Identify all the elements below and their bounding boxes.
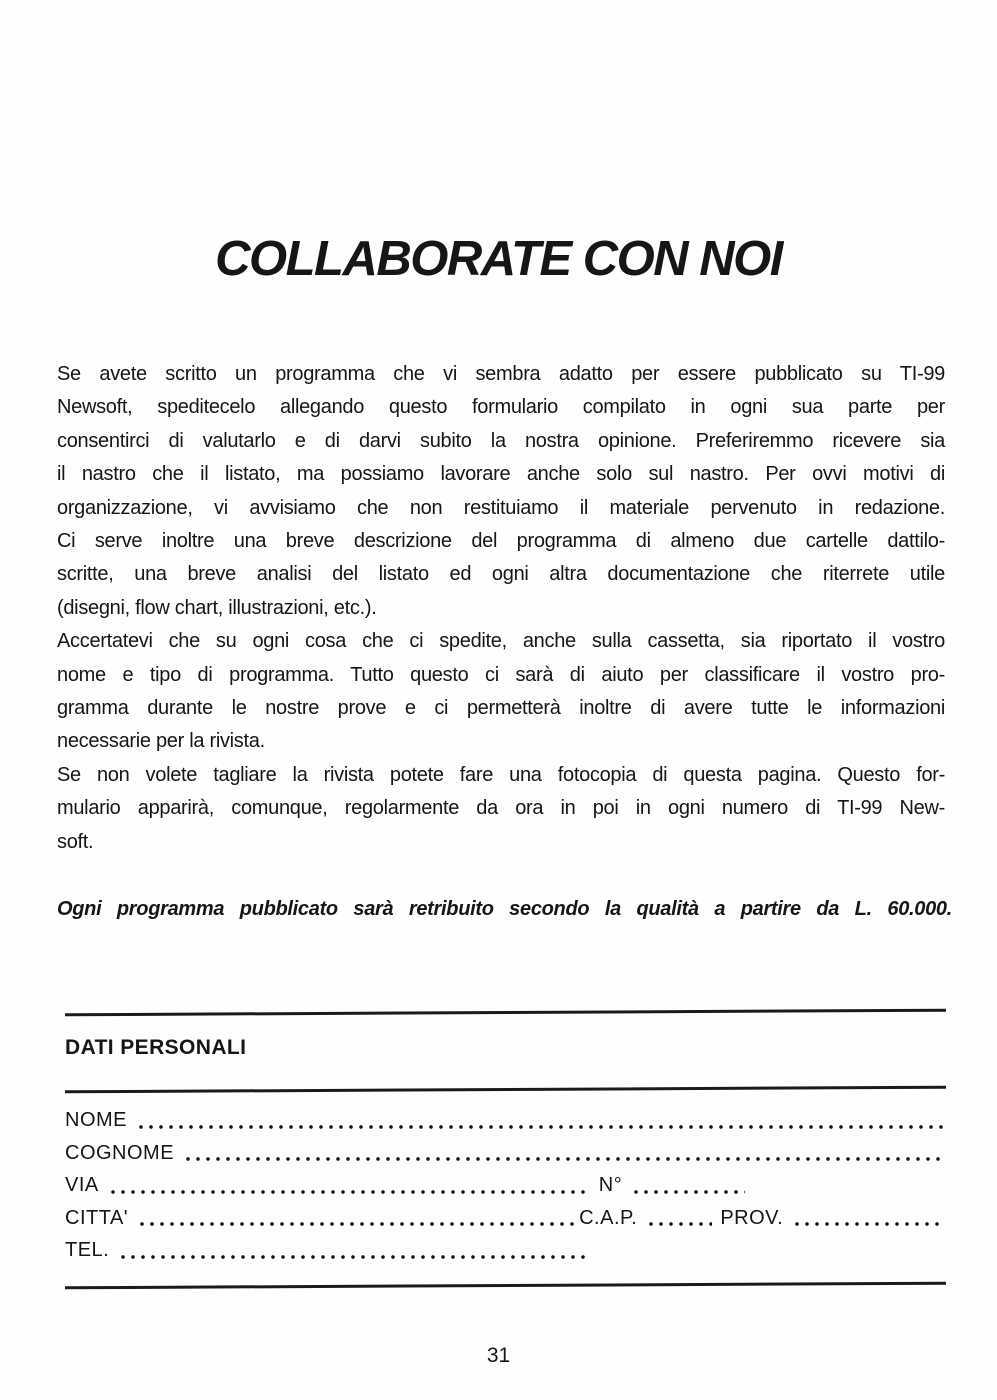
row-spacer <box>586 1234 945 1267</box>
body-line: scritte, una breve analisi del listato ed ogni altra documentazione che riterrete utile <box>57 563 945 586</box>
payment-notice: Ogni programma pubblicato sarà retribuito secondo la qualità a partire da L. 60.000. <box>57 898 952 920</box>
via-dotted-line <box>108 1169 591 1202</box>
body-text <box>57 358 945 859</box>
row-spacer <box>745 1169 945 1202</box>
citta-dotted-line <box>137 1202 577 1235</box>
cap-label: C.A.P. <box>579 1206 638 1229</box>
body-line: (disegni, flow chart, illustrazioni, etc.). <box>57 596 377 619</box>
horizontal-rule-middle <box>65 1086 946 1094</box>
body-line: il nastro che il listato, ma possiamo lavorare anche solo sul nastro. Per ovvi motivi di <box>57 463 945 486</box>
body-line: Se avete scritto un programma che vi sembra adatto per essere pubblicato su TI-99 <box>57 363 945 385</box>
personal-data-form <box>65 1104 945 1267</box>
via-label: VIA <box>65 1174 99 1196</box>
form-row-citta <box>65 1202 945 1235</box>
horizontal-rule-top <box>65 1009 946 1017</box>
body-line: mulario apparirà, comunque, regolarmente da ora in poi in ogni numero di TI-99 New- <box>57 797 945 820</box>
body-line: nome e tipo di programma. Tutto questo ci sarà di aiuto per classificare il vostro pro- <box>57 663 945 686</box>
prov-dotted-line <box>792 1202 945 1235</box>
form-row-tel <box>65 1234 945 1267</box>
numero-label: N° <box>598 1174 623 1196</box>
cognome-label: COGNOME <box>65 1141 175 1164</box>
citta-label: CITTA' <box>65 1206 129 1229</box>
page-number: 31 <box>486 1344 511 1367</box>
body-line: consentirci di valutarlo e di darvi subito la nostra opinione. Preferiremmo ricevere sia <box>57 429 945 452</box>
form-section-heading: DATI PERSONALI <box>65 1036 247 1059</box>
form-row-cognome <box>65 1137 945 1170</box>
horizontal-rule-bottom <box>65 1282 946 1290</box>
body-line: Newsoft, speditecelo allegando questo formulario compilato in ogni sua parte per <box>57 396 945 419</box>
body-line: organizzazione, vi avvisiamo che non restituiamo il materiale pervenuto in redazione. <box>57 496 945 519</box>
prov-label: PROV. <box>720 1206 784 1229</box>
cap-dotted-line <box>646 1202 712 1235</box>
body-line: necessarie per la rivista. <box>57 730 265 753</box>
body-line: Ci serve inoltre una breve descrizione del programma di almeno due cartelle dattilo- <box>57 530 945 553</box>
body-line: soft. <box>57 830 94 853</box>
tel-label: TEL. <box>65 1239 110 1261</box>
body-line: gramma durante le nostre prove e ci permetterà inoltre di avere tutte le informazioni <box>57 697 945 720</box>
nome-label: NOME <box>65 1109 127 1131</box>
body-line: Accertatevi che su ogni cosa che ci spedite, anche sulla cassetta, sia riportato il vostro <box>57 630 945 653</box>
numero-dotted-line <box>631 1169 745 1202</box>
body-line: Se non volete tagliare la rivista potete fare una fotocopia di questa pagina. Questo for- <box>57 763 945 786</box>
tel-dotted-line <box>118 1234 586 1267</box>
nome-dotted-line <box>136 1104 945 1137</box>
form-row-nome <box>65 1104 945 1137</box>
form-row-via <box>65 1169 945 1202</box>
cognome-dotted-line <box>183 1137 945 1170</box>
page-title: COLLABORATE CON NOI <box>215 232 782 286</box>
